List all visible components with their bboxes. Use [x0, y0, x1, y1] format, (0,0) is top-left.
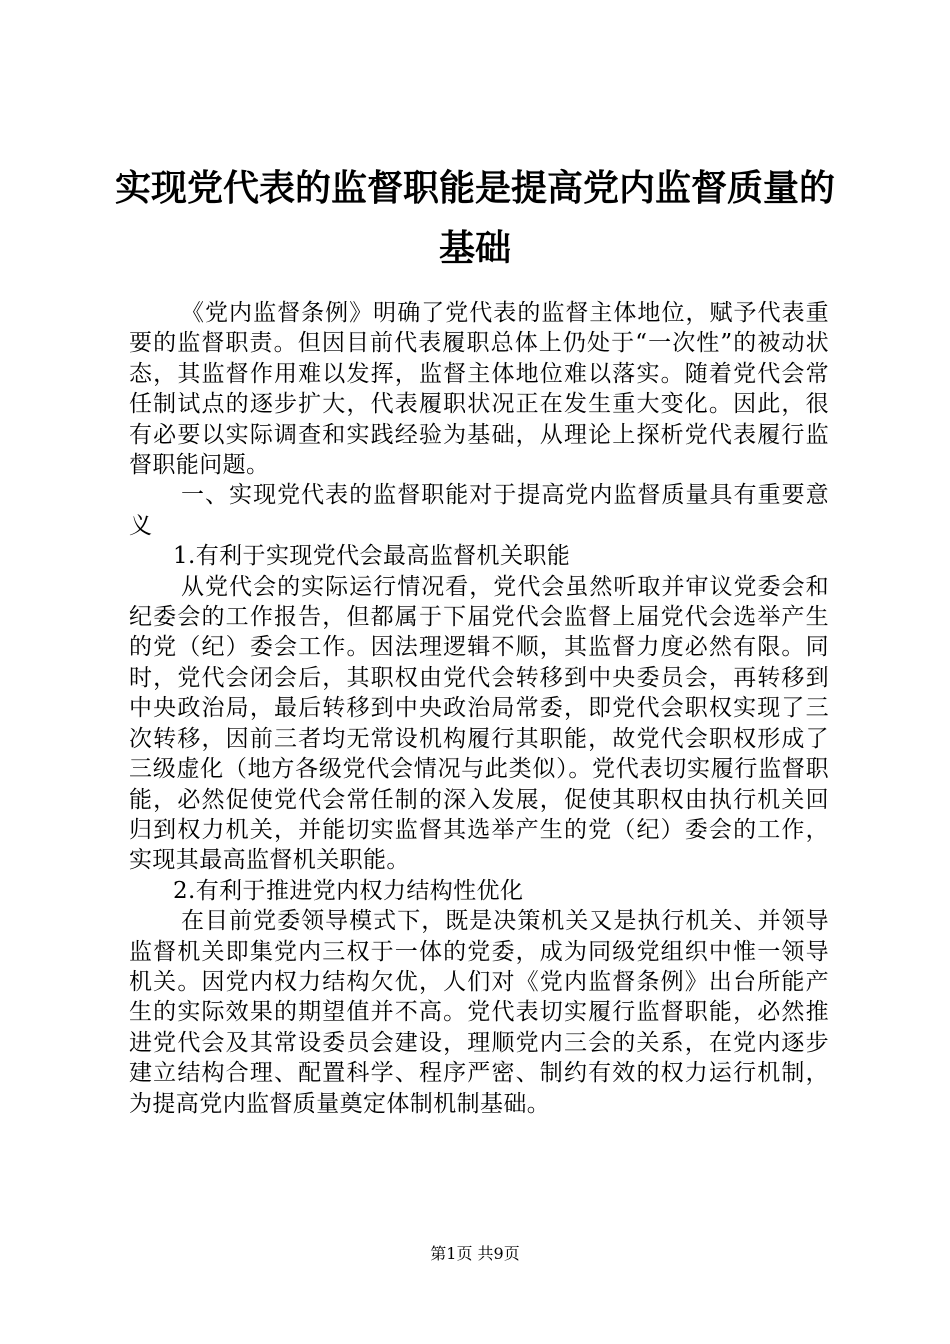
document-body	[129, 298, 829, 1119]
subheading-1: 1.有利于实现党代会最高监督机关职能	[173, 543, 571, 570]
intro-paragraph: 《党内监督条例》明确了党代表的监督主体地位，赋予代表重要的监督职责。但因目前代表履职总体上仍处于“一次性”的被动状态，其监督作用难以发挥，监督主体地位难以落实。随着党代会常任制试点的逐步扩大，代表履职状况正在发生重大变化。因此，很有必要以实际调查和实践经验为基础，从理论上探析党代表履行监督职能问题。	[129, 300, 829, 479]
body-paragraph-1: 从党代会的实际运行情况看，党代会虽然听取并审议党委会和纪委会的工作报告，但都属于下届党代会监督上届党代会选举产生的党（纪）委会工作。因法理逻辑不顺，其监督力度必然有限。同时，党代会闭会后，其职权由党代会转移到中央委员会，再转移到中央政治局，最后转移到中央政治局常委，即党代会职权实现了三次转移，因前三者均无常设机构履行其职能，故党代会职权形成了三级虚化（地方各级党代会情况与此类似）。党代表切实履行监督职能，必然促使党代会常任制的深入发展，促使其职权由执行机关回归到权力机关，并能切实监督其选举产生的党（纪）委会的工作，实现其最高监督机关职能。	[129, 573, 829, 874]
body-paragraph-2: 在目前党委领导模式下，既是决策机关又是执行机关、并领导监督机关即集党内三权于一体的党委，成为同级党组织中惟一领导机关。因党内权力结构欠优，人们对《党内监督条例》出台所能产生的实际效果的期望值并不高。党代表切实履行监督职能，必然推进党代会及其常设委员会建设，理顺党内三会的关系，在党内逐步建立结构合理、配置科学、程序严密、制约有效的权力运行机制，为提高党内监督质量奠定体制机制基础。	[129, 908, 829, 1117]
subheading-2: 2.有利于推进党内权力结构性优化	[173, 877, 524, 904]
section-heading-1: 一、实现党代表的监督职能对于提高党内监督质量具有重要意义	[129, 482, 829, 539]
document-title: 实现党代表的监督职能是提高党内监督质量的基础	[114, 167, 835, 269]
page-number: 第1页 共9页	[430, 1244, 520, 1263]
